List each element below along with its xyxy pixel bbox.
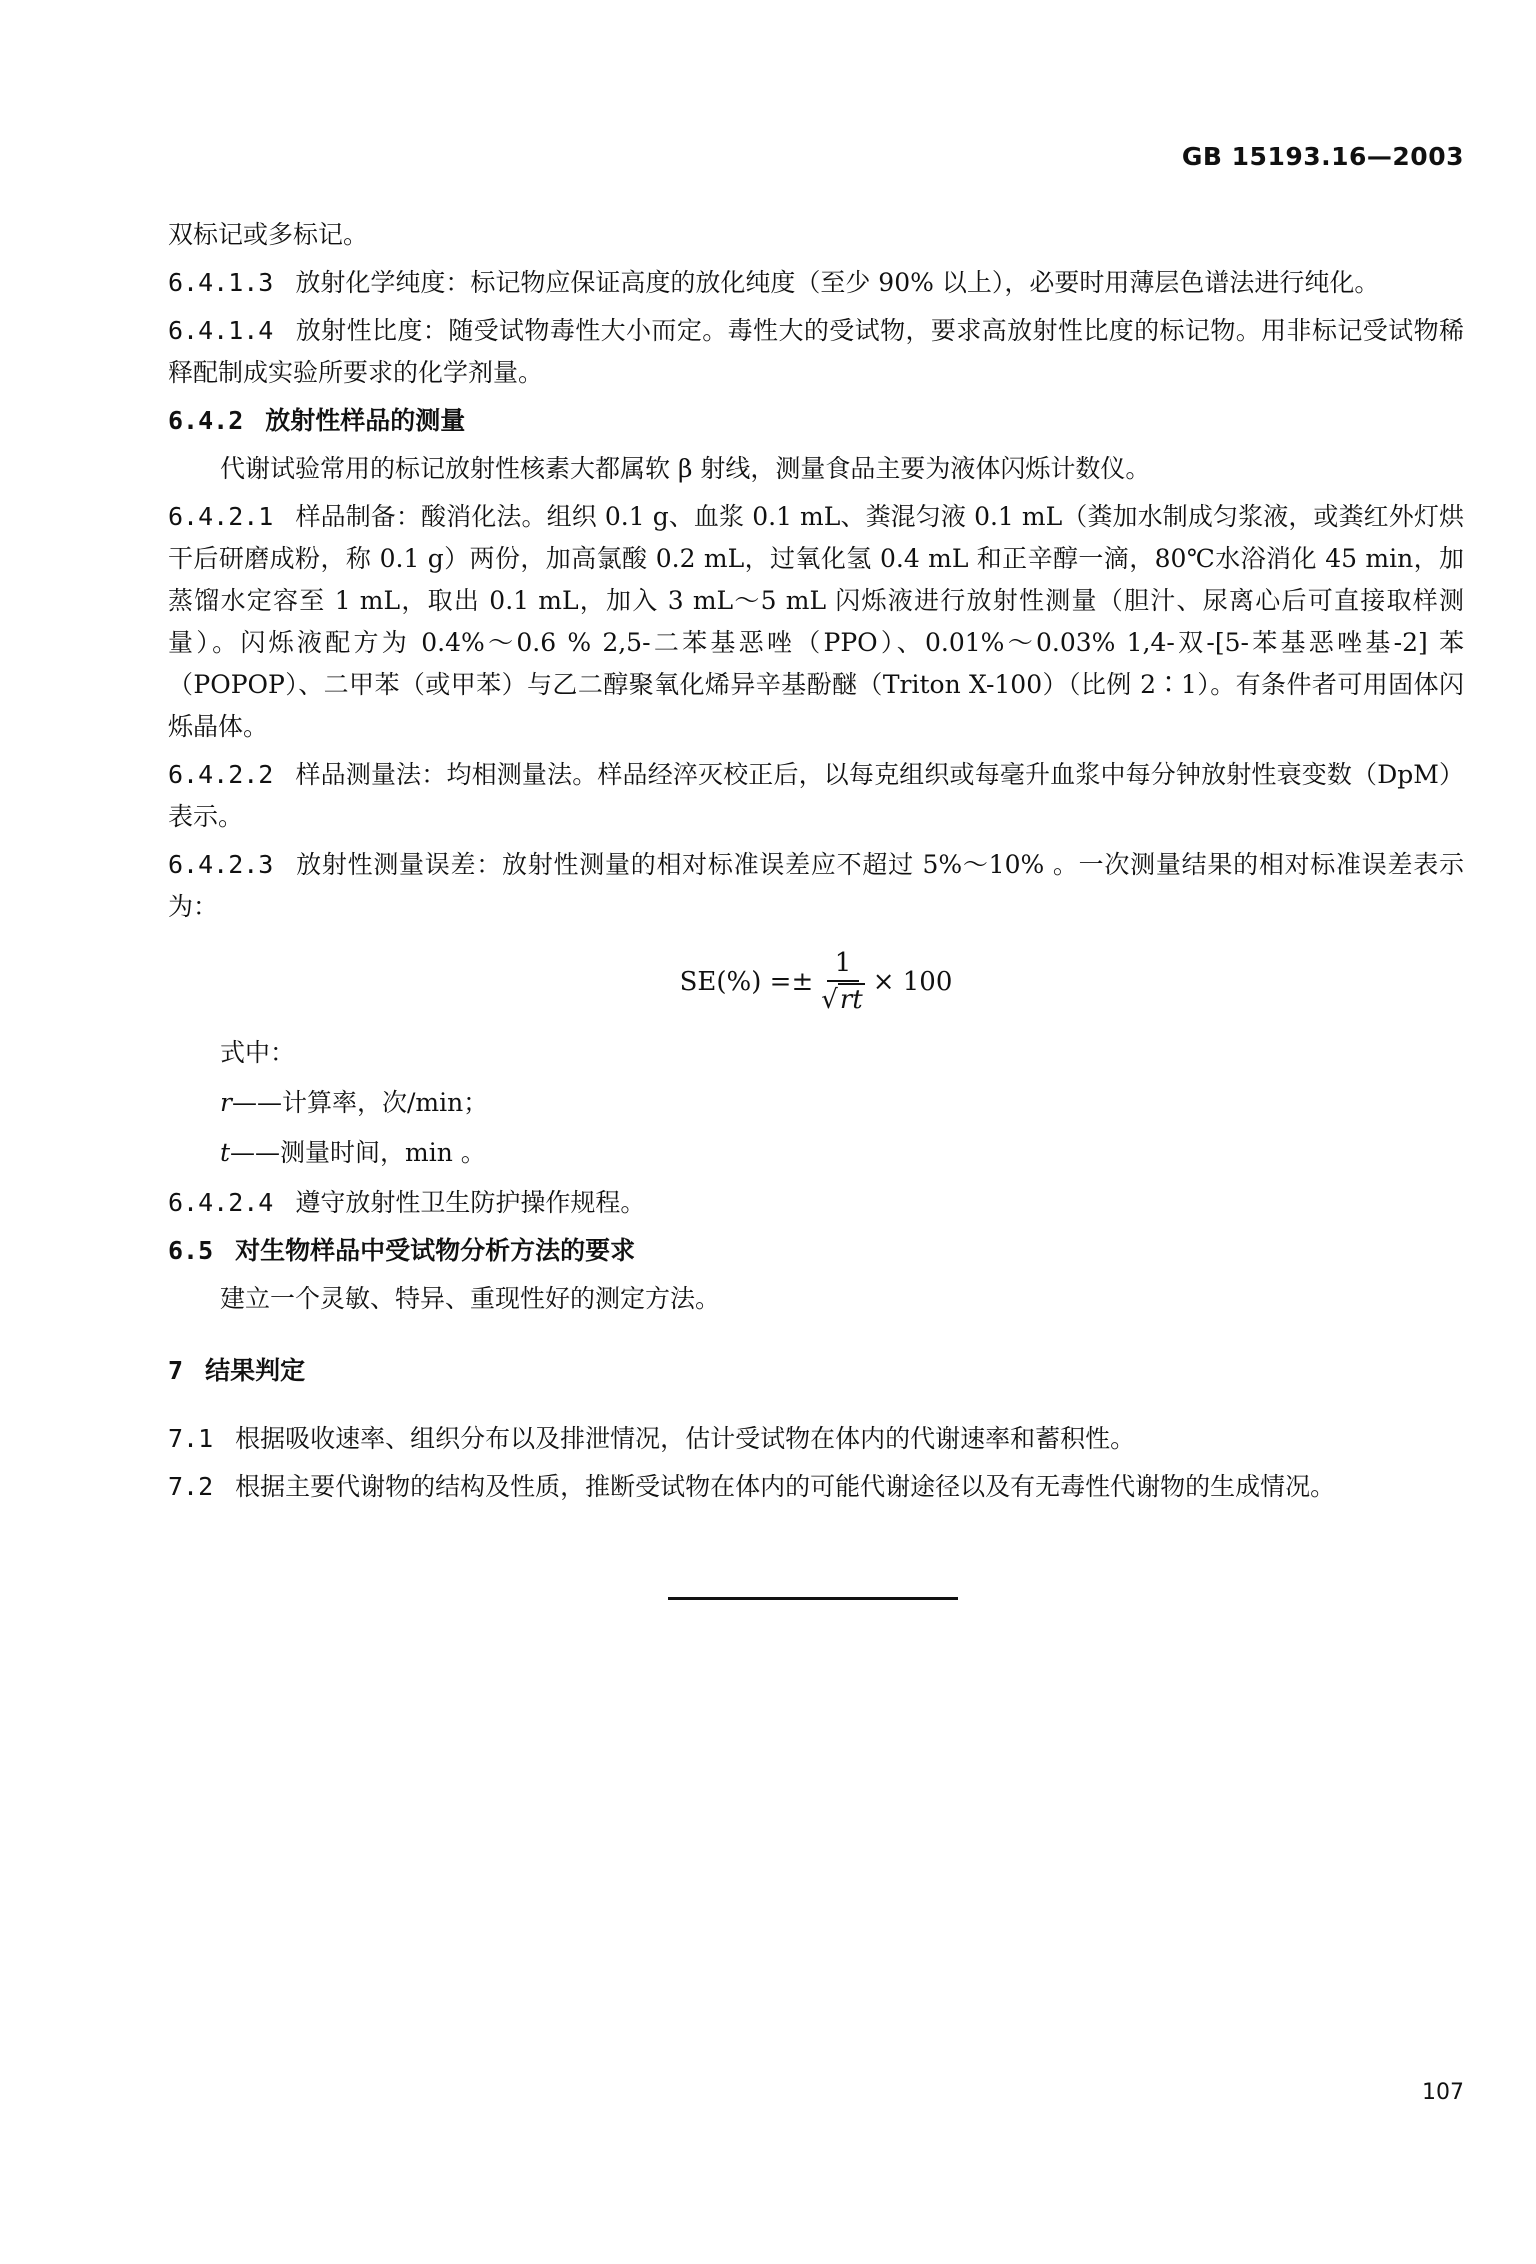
variable-description: ——测量时间，min 。 [230,1138,486,1167]
clause-6-4-2-2 [168,754,1464,838]
clause-number: 6.4.2.2 [168,760,274,789]
clause-6-4-2-3 [168,844,1464,928]
end-divider [668,1597,958,1600]
clause-number: 7.2 [168,1472,214,1501]
formula-denominator [821,982,864,1018]
heading-6-4-2 [168,400,1464,442]
paragraph: 双标记或多标记。 [168,220,369,249]
where-label: 式中： [220,1038,296,1067]
clause-text: 遵守放射性卫生防护操作规程。 [295,1188,646,1217]
clause-text: 样品制备：酸消化法。组织 0.1 g、血浆 0.1 mL、粪混匀液 0.1 mL（粪加水制成匀浆液，或粪红外灯烘干后研磨成粉，称 0.1 g）两份，加高氯酸 0.2 mL，过氧化氢 0.4 mL 和正辛醇一滴，80℃水浴消化 45 min，加蒸馏水定容至 1 mL，取出 0.1 mL，加入 3 mL～5 mL 闪烁液进行放射性测量（胆汁、尿离心后可直接取样测量）。闪烁液配方为 0.4%～0.6 % 2,5-二苯基恶唑（PPO）、0.01%～0.03% 1,4-双-[5-苯基恶唑基-2] 苯（POPOP）、二甲苯（或甲苯）与乙二醇聚氧化烯异辛基酚醚（Triton X-100）（比例 2∶1）。有条件者可用固体闪烁晶体。 [168,502,1464,741]
clause-text: 样品测量法：均相测量法。样品经淬灭校正后，以每克组织或每毫升血浆中每分钟放射性衰变数（DpM）表示。 [168,760,1464,831]
document-body [168,214,1464,1514]
doc-id-header: GB 15193.16—2003 [1181,142,1464,171]
clause-6-4-2-4 [168,1182,1464,1224]
formula-lhs: SE(%) =± [679,967,814,997]
heading-text: 放射性样品的测量 [265,406,466,435]
variable-symbol: r [220,1088,232,1117]
section-text: 结果判定 [205,1356,306,1385]
clause-text: 根据主要代谢物的结构及性质，推断受试物在体内的可能代谢途径以及有无毒性代谢物的生成情况。 [235,1472,1336,1501]
clause-text: 放射化学纯度：标记物应保证高度的放化纯度（至少 90% 以上），必要时用薄层色谱法进行纯化。 [295,268,1380,297]
sqrt-argument: rt [839,985,863,1015]
se-formula [168,946,1464,1018]
clause-number: 6.4.2.1 [168,502,274,531]
formula-numerator: 1 [827,946,860,982]
clause-text: 根据吸收速率、组织分布以及排泄情况，估计受试物在体内的代谢速率和蓄积性。 [235,1424,1136,1453]
section-7-title [168,1350,1464,1392]
clause-text: 放射性比度：随受试物毒性大小而定。毒性大的受试物，要求高放射性比度的标记物。用非标记受试物稀释配制成实验所要求的化学剂量。 [168,316,1464,387]
formula-fraction [821,946,864,1018]
clause-6-4-1-4 [168,310,1464,394]
sqrt-icon: √ [821,985,838,1015]
paragraph: 建立一个灵敏、特异、重现性好的测定方法。 [220,1284,721,1313]
clause-number: 7.1 [168,1424,214,1453]
clause-7-2 [168,1466,1464,1508]
variable-symbol: t [220,1138,231,1167]
clause-7-1 [168,1418,1464,1460]
formula-rhs: × 100 [872,967,953,997]
variable-description: ——计算率，次/min； [231,1088,489,1117]
clause-number: 6.4.2.4 [168,1188,274,1217]
paragraph: 代谢试验常用的标记放射性核素大都属软 β 射线，测量食品主要为液体闪烁计数仪。 [220,454,1151,483]
variable-t [168,1132,1464,1174]
clause-number: 6.4.1.4 [168,316,274,345]
heading-number: 6.4.2 [168,406,244,435]
section-number: 7 [168,1356,184,1385]
clause-number: 6.4.1.3 [168,268,274,297]
page-number: 107 [1422,2080,1464,2105]
heading-text: 对生物样品中受试物分析方法的要求 [235,1236,636,1265]
variable-r [168,1082,1464,1124]
clause-6-4-2-1 [168,496,1464,748]
clause-6-4-1-3 [168,262,1464,304]
clause-number: 6.4.2.3 [168,850,274,879]
heading-6-5 [168,1230,1464,1272]
clause-text: 放射性测量误差：放射性测量的相对标准误差应不超过 5%～10% 。一次测量结果的相对标准误差表示为： [168,850,1464,921]
heading-number: 6.5 [168,1236,214,1265]
